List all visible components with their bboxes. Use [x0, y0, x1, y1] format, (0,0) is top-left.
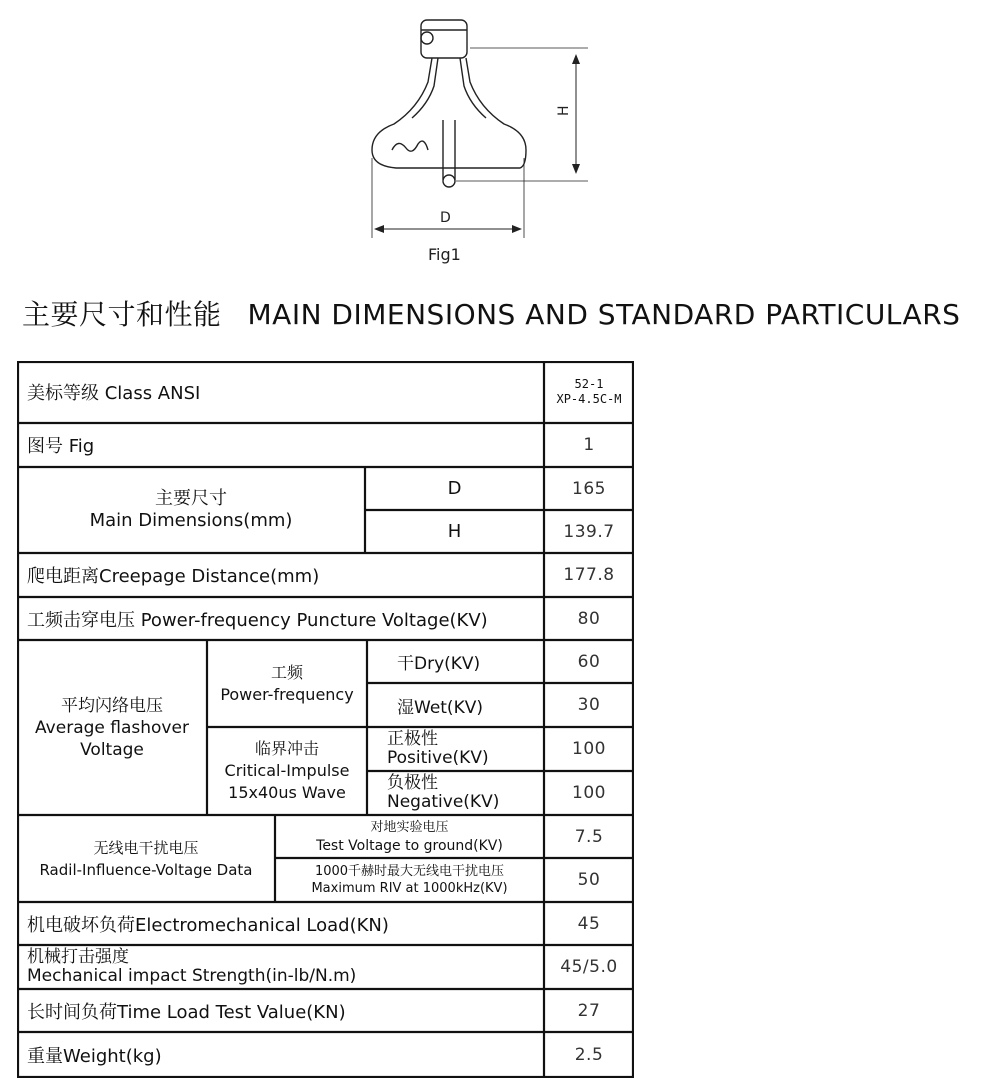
positive-zh: 正极性 — [387, 729, 438, 749]
power-frequency-zh: 工频 — [270, 662, 303, 682]
insulator-figure — [300, 0, 620, 278]
max-riv-en: Maximum RIV at 1000kHz(KV) — [311, 881, 508, 896]
spec-table — [17, 361, 634, 1078]
heading-zh: 主要尺寸和性能 — [22, 298, 222, 331]
main-dimensions-zh: 主要尺寸 — [155, 488, 227, 509]
h-dimension-label: H — [447, 521, 462, 542]
flashover-zh: 平均闪络电压 — [61, 695, 163, 716]
fig-value: 1 — [583, 435, 595, 455]
max-riv-value: 50 — [577, 870, 601, 890]
max-riv-zh: 1000千赫时最大无线电干扰电压 — [314, 864, 505, 879]
mechanical-impact-value: 45/5.0 — [560, 957, 618, 977]
wet-value: 30 — [577, 695, 601, 715]
negative-zh: 负极性 — [387, 773, 438, 793]
power-frequency-label — [207, 640, 367, 727]
riv-label — [17, 815, 275, 902]
test-voltage-zh: 对地实验电压 — [370, 819, 449, 835]
puncture-label: 工频击穿电压 Power-frequency Puncture Voltage(KV) — [27, 609, 488, 631]
negative-label — [367, 771, 544, 815]
weight-label: 重量Weight(kg) — [27, 1046, 162, 1067]
time-load-label: 长时间负荷Time Load Test Value(KN) — [27, 1001, 346, 1023]
critical-impulse-label — [207, 727, 367, 815]
class-ansi-value-line2: XP-4.5C-M — [556, 392, 622, 406]
critical-impulse-en-1: Critical-Impulse — [224, 761, 350, 780]
heading-en: MAIN DIMENSIONS AND STANDARD PARTICULARS — [247, 298, 961, 331]
h-label: H — [556, 105, 572, 116]
insulator-drawing — [300, 0, 620, 278]
flashover-label — [17, 640, 207, 815]
d-dimension-label: D — [447, 478, 462, 499]
flashover-en-2: Voltage — [80, 739, 144, 760]
dry-value: 60 — [577, 651, 601, 672]
h-dimension-value: 139.7 — [563, 521, 615, 542]
electromechanical-load-value: 45 — [577, 913, 601, 934]
positive-value: 100 — [572, 739, 606, 759]
critical-impulse-en-2: 15x40us Wave — [228, 783, 346, 802]
class-ansi-value — [544, 361, 634, 423]
creepage-label: 爬电距离Creepage Distance(mm) — [27, 566, 320, 587]
class-ansi-label: 美标等级 Class ANSI — [27, 383, 201, 404]
fig-label: 图号 Fig — [27, 436, 95, 457]
negative-value: 100 — [572, 783, 606, 803]
riv-en: Radil-Influence-Voltage Data — [39, 860, 253, 879]
main-dimensions-en: Main Dimensions(mm) — [89, 510, 293, 531]
power-frequency-en: Power-frequency — [220, 684, 354, 704]
section-heading — [22, 293, 960, 333]
class-ansi-value-line1: 52-1 — [574, 377, 604, 391]
flashover-en-1: Average flashover — [35, 717, 189, 738]
wet-label: 湿Wet(KV) — [397, 697, 483, 718]
mechanical-impact-zh: 机械打击强度 — [27, 947, 129, 967]
positive-en: Positive(KV) — [387, 748, 489, 768]
dry-label: 干Dry(KV) — [397, 654, 481, 674]
riv-zh: 无线电干扰电压 — [93, 838, 199, 857]
critical-impulse-zh: 临界冲击 — [254, 739, 319, 758]
negative-en: Negative(KV) — [387, 792, 500, 812]
weight-value: 2.5 — [574, 1045, 604, 1065]
main-dimensions-label — [17, 467, 365, 553]
mechanical-impact-label — [17, 945, 544, 989]
time-load-value: 27 — [577, 1000, 601, 1021]
figure-caption: Fig1 — [428, 245, 461, 264]
max-riv-label — [275, 858, 544, 902]
mechanical-impact-en: Mechanical impact Strength(in-lb/N.m) — [27, 966, 357, 986]
d-dimension-value: 165 — [572, 478, 606, 499]
creepage-value: 177.8 — [563, 565, 615, 585]
test-voltage-label — [275, 815, 544, 858]
positive-label — [367, 727, 544, 771]
electromechanical-load-label: 机电破坏负荷Electromechanical Load(KN) — [27, 914, 389, 936]
test-voltage-value: 7.5 — [574, 826, 604, 847]
d-label: D — [440, 210, 451, 226]
puncture-value: 80 — [577, 608, 601, 629]
test-voltage-en: Test Voltage to ground(KV) — [316, 837, 503, 854]
